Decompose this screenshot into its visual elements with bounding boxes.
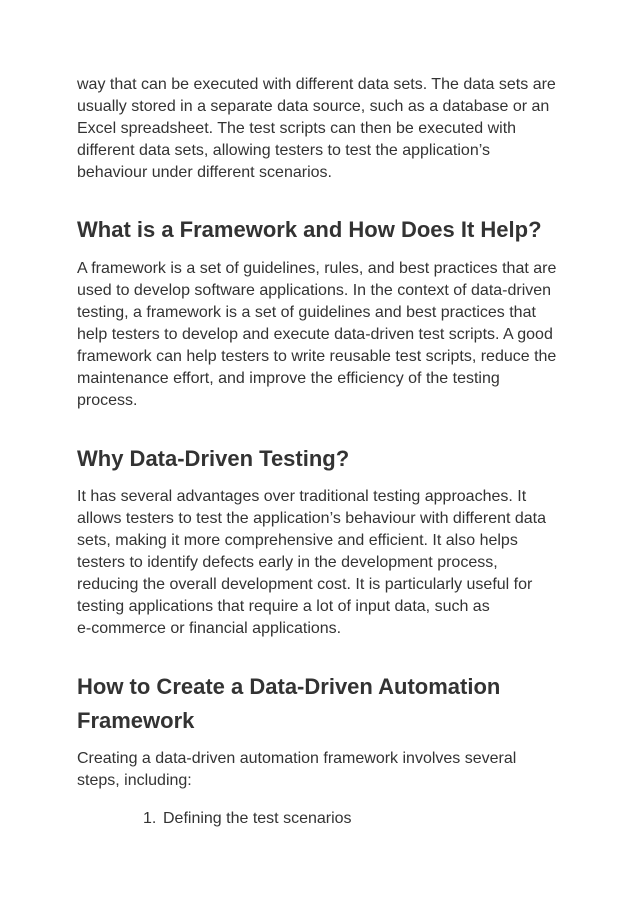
intro-line: usually stored in a separate data source, such as a database or an: [77, 98, 550, 115]
why-line: sets, making it more comprehensive and efficient. It also helps: [77, 532, 518, 549]
intro-line: behaviour under different scenarios.: [77, 164, 332, 181]
how-heading: [77, 670, 577, 738]
intro-line: Excel spreadsheet. The test scripts can then be executed with: [77, 120, 517, 137]
why-line: It has several advantages over traditional testing approaches. It: [77, 488, 527, 505]
framework-line: framework can help testers to write reusable test scripts, reduce the: [77, 348, 557, 365]
how-line: Creating a data-driven automation framework involves several: [77, 750, 517, 767]
why-line: testers to identify defects early in the development process,: [77, 554, 498, 571]
step-number: 1.: [143, 810, 157, 827]
why-line: allows testers to test the application’s behaviour with different data: [77, 510, 547, 527]
framework-paragraph: [77, 258, 577, 412]
framework-line: used to develop software applications. In the context of data-driven: [77, 282, 552, 299]
list-item: [77, 808, 577, 830]
framework-line: help testers to develop and execute data-driven test scripts. A good: [77, 326, 553, 343]
intro-line: way that can be executed with different data sets. The data sets are: [77, 76, 556, 93]
why-paragraph: [77, 486, 577, 640]
framework-line: testing, a framework is a set of guidelines and best practices that: [77, 304, 536, 321]
steps-list: [77, 808, 577, 830]
framework-line: A framework is a set of guidelines, rules, and best practices that are: [77, 260, 557, 277]
why-line: testing applications that require a lot of input data, such as: [77, 598, 490, 615]
why-line: reducing the overall development cost. It is particularly useful for: [77, 576, 533, 593]
how-line: steps, including:: [77, 772, 192, 789]
how-heading-line: Framework: [77, 708, 195, 733]
how-paragraph: [77, 748, 577, 792]
step-text: Defining the test scenarios: [163, 810, 352, 827]
how-heading-line: How to Create a Data-Driven Automation: [77, 674, 501, 699]
intro-paragraph: [77, 74, 577, 184]
framework-line: process.: [77, 392, 138, 409]
why-heading: Why Data-Driven Testing?: [77, 446, 350, 471]
intro-line: different data sets, allowing testers to test the application’s: [77, 142, 490, 159]
framework-heading: What is a Framework and How Does It Help?: [77, 217, 542, 242]
why-line: e-commerce or financial applications.: [77, 620, 342, 637]
document-page: [77, 74, 577, 830]
framework-line: maintenance effort, and improve the efficiency of the testing: [77, 370, 500, 387]
